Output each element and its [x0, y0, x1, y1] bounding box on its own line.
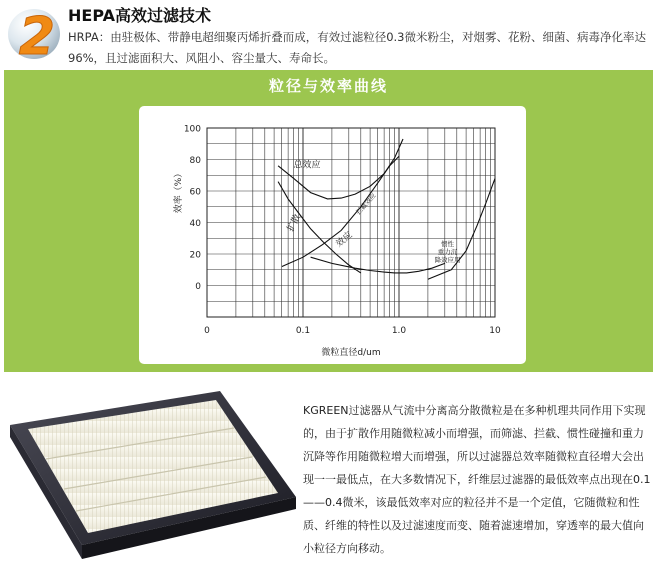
chart-card [139, 106, 526, 364]
series-label: 拦截效应 [354, 191, 378, 217]
x-tick-label: 0.1 [295, 326, 311, 336]
chart-panel-title: 粒径与效率曲线 [268, 77, 388, 95]
chart-panel [4, 70, 653, 372]
y-tick-label: 40 [189, 219, 201, 229]
series-line [282, 156, 399, 266]
y-tick-label: 80 [189, 156, 201, 166]
y-tick-label: 60 [189, 187, 201, 198]
x-axis-label: 微粒直径d/um [321, 348, 381, 358]
series-label: 重力沉 [437, 248, 458, 256]
x-tick-label: 1.0 [391, 326, 407, 336]
series-label: 扩散 [285, 212, 304, 234]
efficiency-curve-chart [139, 106, 526, 364]
filter-mechanism-description: KGREEN过滤器从气流中分离高分散微粒是在多种机理共同作用下实现的，由于扩散作用随微粒减小而增强，而筛滤、拦截、惯性碰撞和重力沉降等作用随微粒增大而增强，所以过滤器总效率随微粒直径增大会出现一一最低点，在大多数情况下，纤维层过滤器的最低效率点出现在0.1——0.4微米，该最低效率对应的粒径并不是一个定值，它随微粒和性质、纤维的特性以及过滤速度而变、随着滤速增加，穿透率的最大值向小粒径方向移动。 [303, 404, 651, 555]
series-label: 降效应用 [434, 255, 461, 264]
series-line [428, 178, 495, 279]
y-tick-label: 20 [189, 250, 201, 261]
badge-number: 2 [18, 7, 56, 62]
hepa-filter-image [8, 385, 298, 570]
section-description: HRPA：由驻极体、带静电超细聚丙烯折叠而成，有效过滤粒径0.3微米粉尘，对烟雾、花粉、细菌、病毒净化率达96%，且过滤面积大、风阻小、容尘量大、寿命长。 [68, 30, 646, 65]
series-label: 总效应 [293, 160, 321, 171]
series-label: 效应 [334, 230, 355, 250]
y-axis-label: 效率（%） [174, 168, 184, 214]
series-label: 惯性 [440, 240, 454, 249]
section-title: HEPA高效过滤技术 [68, 6, 211, 25]
y-tick-label: 100 [183, 124, 201, 135]
number-2-badge-icon [6, 2, 66, 62]
y-tick-label: 0 [195, 282, 201, 292]
x-tick-label: 10 [489, 326, 501, 336]
x-tick-label: 0 [204, 326, 210, 336]
